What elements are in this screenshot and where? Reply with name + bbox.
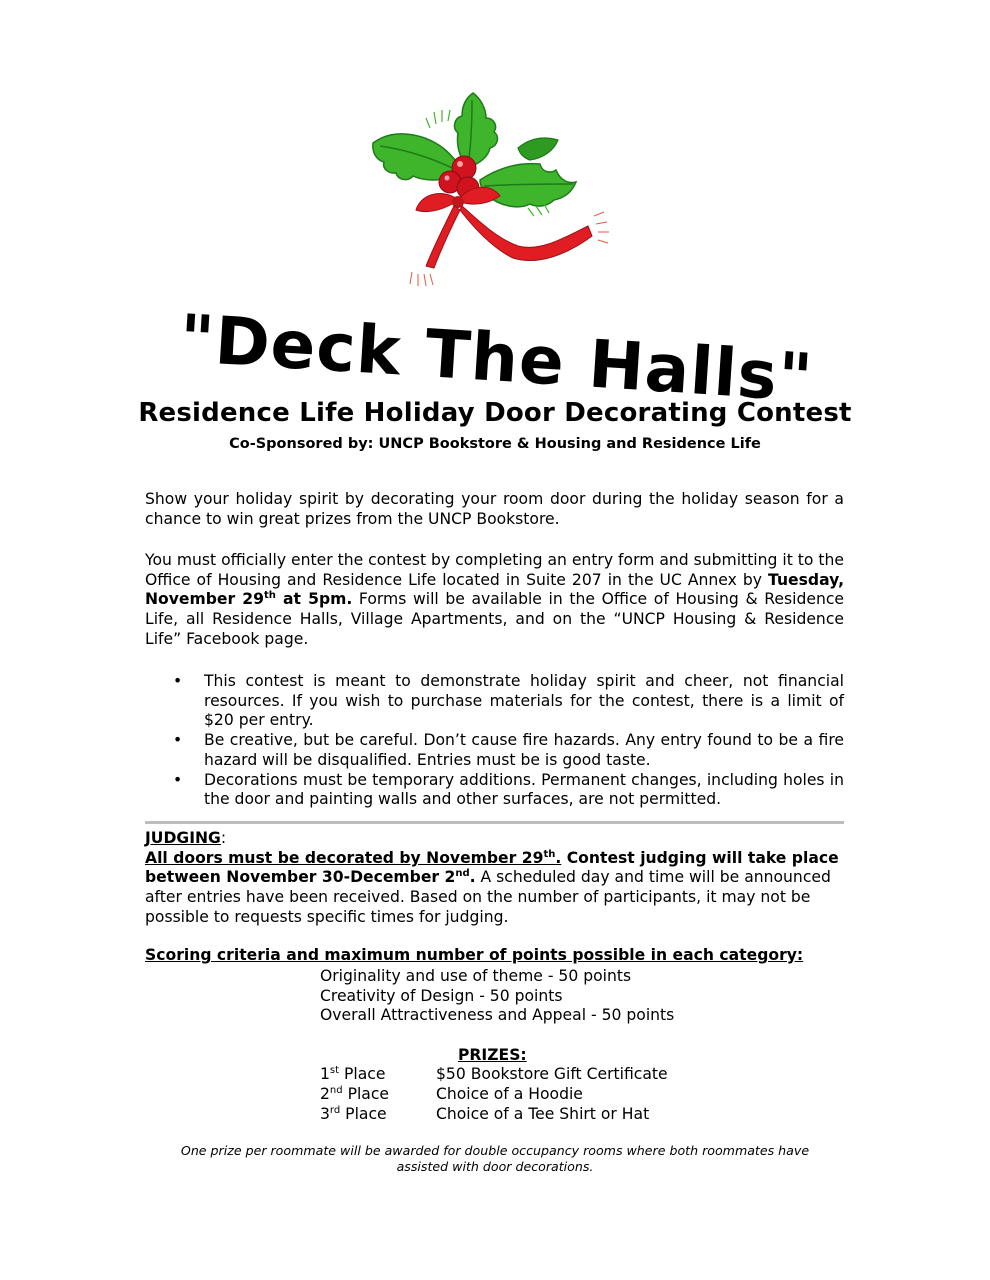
judging-section: JUDGING: All doors must be decorated by November 29th. Contest judging will take place between November 30-December 2nd. A scheduled day and time will be announced after entries have been received. Based on the number of participants, it may not be possible to requests specific times for judging.	[145, 829, 844, 928]
cosponsor-line: Co-Sponsored by: UNCP Bookstore & Housing and Residence Life	[229, 436, 761, 452]
deadline: Tuesday, November 29th at 5pm.	[145, 570, 844, 609]
criteria-item: Creativity of Design - 50 points	[320, 986, 563, 1005]
scoring-criteria	[320, 967, 674, 1026]
rules-list	[145, 672, 844, 810]
criteria-item: Originality and use of theme - 50 points	[320, 967, 632, 985]
ribbon-bow	[416, 194, 456, 212]
page-title: "Deck The Halls"	[177, 300, 816, 405]
ribbon-tail-left	[426, 206, 460, 268]
ribbon-tail-right	[460, 206, 592, 261]
prizes-heading: PRIZES:	[458, 1046, 527, 1064]
list-item: • Be creative, but be careful. Don’t cause fire hazards. Any entry found to be a fire hazard will be disqualified. Entries must be is good taste.	[173, 731, 844, 769]
bullet-icon: •	[173, 672, 183, 690]
criteria-item: Overall Attractiveness and Appeal - 50 points	[320, 1006, 675, 1025]
judging-heading: JUDGING	[145, 829, 221, 847]
prize-row: 2nd Place Choice of a Hoodie	[320, 1084, 583, 1103]
prize-row: 1st Place $50 Bookstore Gift Certificate	[320, 1064, 668, 1083]
entry-paragraph: You must officially enter the contest by completing an entry form and submitting it to the Office of Housing and Residence Life located in Suite 207 in the UC Annex by Tuesday, November 29th at 5pm. Forms will be available in the Office of Housing & Residence Life, all Residence Halls, Village Apartments, and on the “UNCP Housing & Residence Life” Facebook page.	[145, 551, 844, 648]
list-item: • This contest is meant to demonstrate holiday spirit and cheer, not financial resources. If you wish to purchase materials for the contest, there is a limit of $20 per entry.	[173, 672, 844, 730]
footnote: One prize per roommate will be awarded for double occupancy rooms where both roommates have assisted with door decorations.	[180, 1143, 810, 1174]
subtitle: Residence Life Holiday Door Decorating Contest	[138, 398, 852, 428]
holly-icon	[368, 88, 623, 303]
bullet-icon: •	[173, 731, 183, 750]
judging-paragraph: All doors must be decorated by November 29th. Contest judging will take place between November 30-December 2nd. A scheduled day and time will be announced after entries have been received. Based on the number of participants, it may not be possible to requests specific times for judging.	[145, 848, 839, 926]
section-divider	[145, 821, 844, 824]
list-item: • Decorations must be temporary additions. Permanent changes, including holes in the door and painting walls and other surfaces, are not permitted.	[173, 770, 844, 809]
intro-paragraph: Show your holiday spirit by decorating your room door during the holiday season for a chance to win great prizes from the UNCP Bookstore.	[145, 490, 844, 528]
prize-row: 3rd Place Choice of a Tee Shirt or Hat	[320, 1104, 650, 1123]
scoring-heading: Scoring criteria and maximum number of points possible in each category:	[145, 946, 804, 964]
title-block	[0, 300, 990, 405]
title-graphic	[0, 300, 990, 405]
bullet-icon: •	[173, 770, 183, 789]
